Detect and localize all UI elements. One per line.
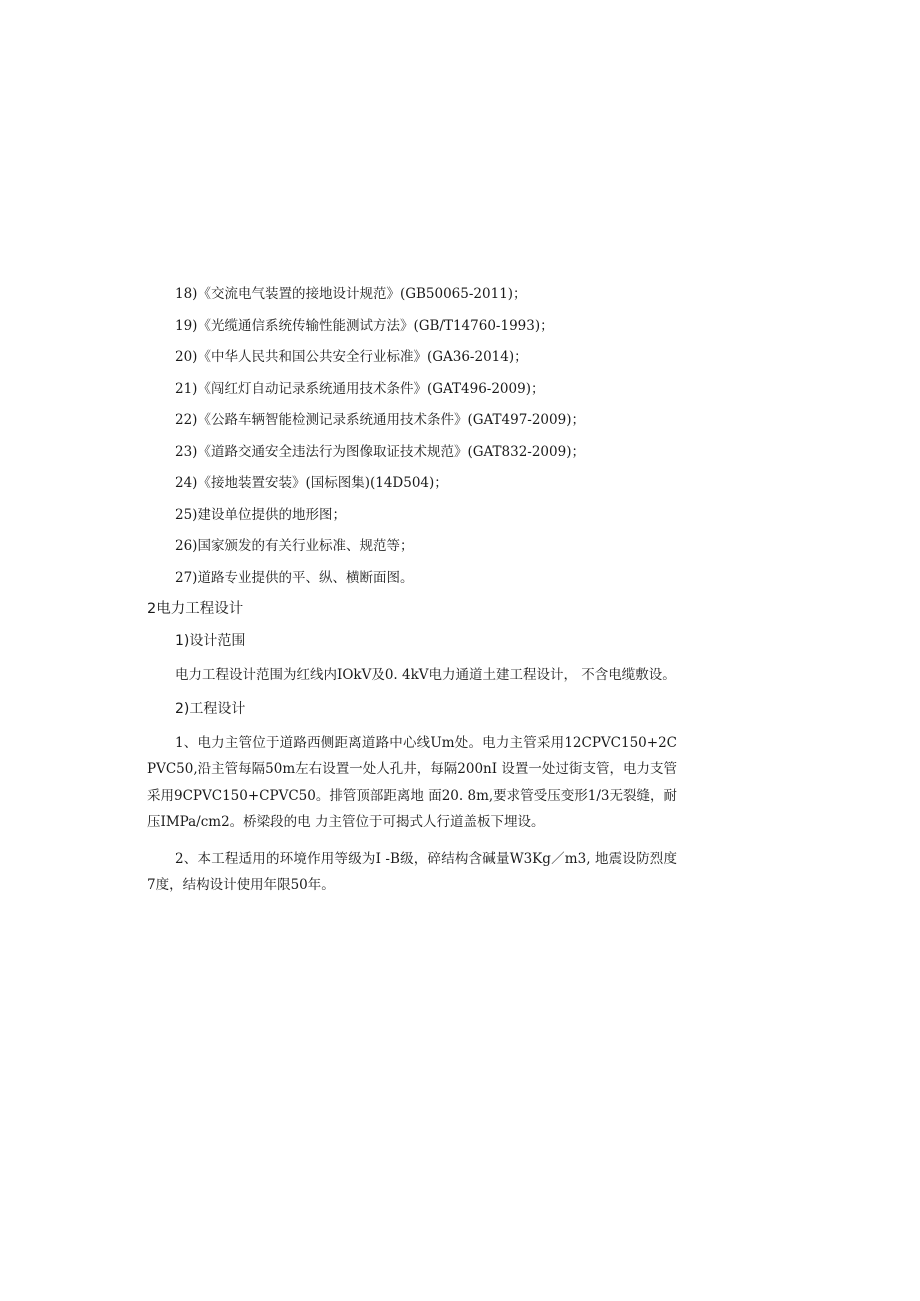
design-paragraph-1: 1、电力主管位于道路西侧距离道路中心线Um处。电力主管采用12CPVC150+2CPVC50,沿主管每隔50m左右设置一处人孔井，每隔200nI 设置一处过街支管，电力支管采用9CPVC150+CPVC50。排管顶部距离地 面20. 8m,要求管受压变形1/3无裂缝，耐压IMPa/cm2。桥梁段的电 力主管位于可揭式人行道盖板下埋设。 <box>147 734 677 830</box>
scope-paragraph: 电力工程设计范围为红线内IOkV及0. 4kV电力通道土建工程设计， 不含电缆敷设。 <box>175 667 676 683</box>
reference-item-23: 23)《道路交通安全违法行为图像取证技术规范》(GAT832-2009)； <box>175 443 585 460</box>
reference-item-26: 26)国家颁发的有关行业标准、规范等； <box>175 538 414 554</box>
document-body <box>147 284 677 909</box>
reference-item-20: 20)《中华人民共和国公共安全行业标准》(GA36-2014)； <box>175 349 528 365</box>
scope-heading: 1)设计范围 <box>175 633 246 649</box>
reference-item-21: 21)《闯红灯自动记录系统通用技术条件》(GAT496-2009)； <box>175 380 545 397</box>
reference-item-27: 27)道路专业提供的平、纵、横断面图。 <box>175 569 414 586</box>
reference-item-19: 19)《光缆通信系统传输性能测试方法》(GB/T14760-1993)； <box>175 317 554 334</box>
design-heading: 2)工程设计 <box>175 700 246 717</box>
reference-item-22: 22)《公路车辆智能检测记录系统通用技术条件》(GAT497-2009)； <box>175 412 585 428</box>
section-heading: 2电力工程设计 <box>147 601 244 617</box>
reference-item-25: 25)建设单位提供的地形图； <box>175 506 346 523</box>
reference-item-18: 18)《交流电气装置的接地设计规范》(GB50065-2011)； <box>175 286 527 302</box>
reference-item-24: 24)《接地装置安装》(国标图集)(14D504)； <box>175 475 448 491</box>
design-paragraph-2: 2、本工程适用的环境作用等级为I -B级，碎结构含碱量W3Kg／m3, 地震设防烈度7度，结构设计使用年限50年。 <box>147 850 677 893</box>
reference-list <box>147 284 677 588</box>
